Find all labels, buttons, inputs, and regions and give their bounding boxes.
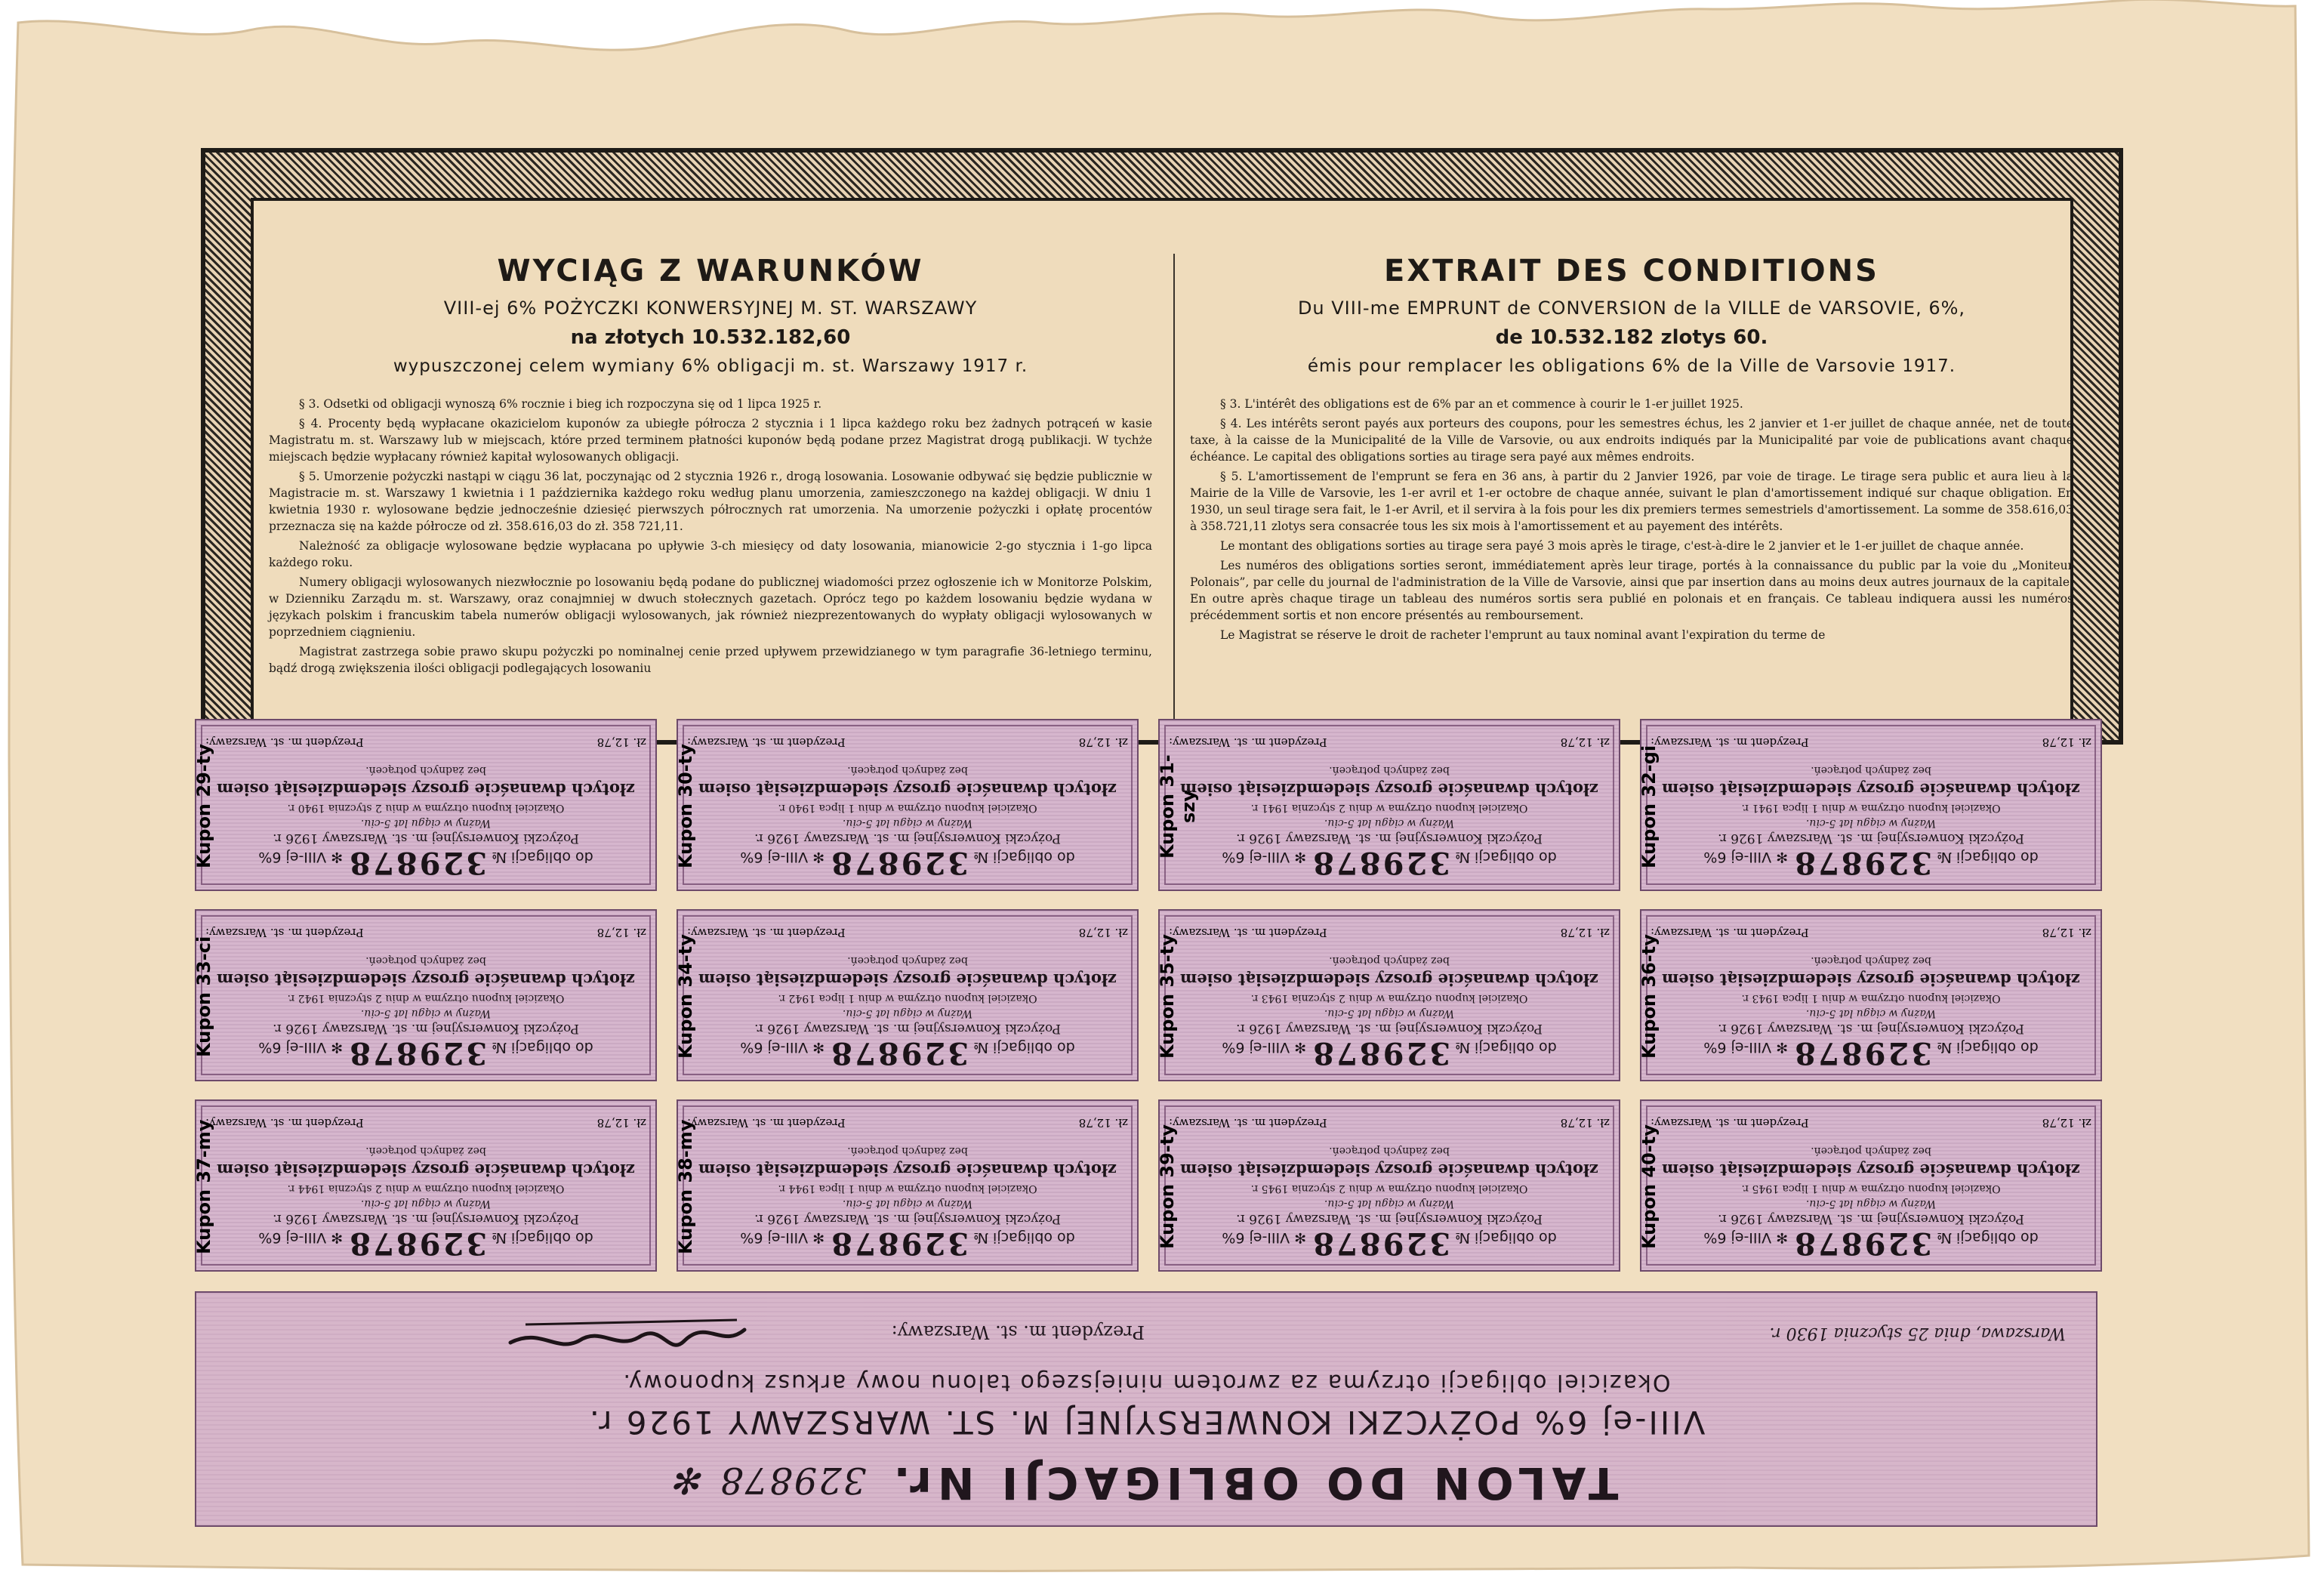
coupon-loan-line: Pożyczki Konwersyjnej m. st. Warszawy 1926 r. bbox=[273, 1211, 579, 1226]
coupon-president: Prezydent m. st. Warszawy: bbox=[1169, 926, 1327, 939]
coupon-series: VIII-ej 6% bbox=[258, 1039, 327, 1056]
coupon-obligation-prefix: do obligacji № bbox=[1455, 1229, 1557, 1246]
coupon-ordinal: 38-my bbox=[675, 1119, 696, 1183]
star-icon: ✻ bbox=[1294, 1039, 1307, 1056]
coupon-ordinal: 29-ty bbox=[193, 744, 214, 798]
coupon-validity: Ważny w ciągu lat 5-ciu. bbox=[360, 817, 492, 829]
star-icon: ✻ bbox=[1294, 849, 1307, 865]
coupon-obligation-prefix: do obligacji № bbox=[973, 849, 1075, 865]
coupon-obligation-number: 329878 bbox=[1311, 1226, 1451, 1261]
coupon-validity: Ważny w ciągu lat 5-ciu. bbox=[360, 1007, 492, 1019]
french-paragraph: § 4. Les intérêts seront payés aux porteurs des coupons, pour les semestres échus, les 2 janvier et 1-er juillet de chaque année, net de toute taxe, à la caisse de la Municipalité de la Ville de Varsovie, ou aux endroits indiqués par la Municipalité par voie de publications avant chaque échéance. Le capital des obligations sorties au tirage sera payé aux mêmes endroits. bbox=[1190, 417, 2073, 464]
coupon-holder-line: Okaziciel kuponu otrzyma w dniu 2 stycznia 1943 r. bbox=[1250, 992, 1528, 1004]
coupon-obligation-prefix: do obligacji № bbox=[1937, 1229, 2039, 1246]
president-signature bbox=[503, 1311, 752, 1364]
talon-face bbox=[196, 1293, 2096, 1525]
coupon-no-deductions: bez żadnych potrąceń. bbox=[1329, 764, 1450, 776]
coupon-footer bbox=[1169, 1116, 1610, 1130]
coupon-obligation-number: 329878 bbox=[347, 1035, 488, 1071]
star-icon: ✻ bbox=[331, 1039, 344, 1056]
coupon-ordinal: 30-ty bbox=[675, 744, 696, 798]
coupon-series: VIII-ej 6% bbox=[1222, 849, 1290, 865]
coupon-kupon-word: Kupon bbox=[193, 803, 214, 869]
coupon-ordinal: 36-ty bbox=[1638, 934, 1660, 988]
coupon-number-line bbox=[1160, 1035, 1619, 1071]
coupon-obligation-prefix: do obligacji № bbox=[973, 1039, 1075, 1056]
coupon-series: VIII-ej 6% bbox=[258, 849, 327, 865]
coupon-ordinal: 34-ty bbox=[675, 934, 696, 988]
coupon[interactable] bbox=[195, 1099, 657, 1272]
coupon-validity: Ważny w ciągu lat 5-ciu. bbox=[1805, 1198, 1937, 1210]
coupon-series: VIII-ej 6% bbox=[1703, 1229, 1772, 1246]
talon-title: TALON DO OBLIGACJI Nr. bbox=[887, 1457, 1619, 1509]
coupon-series: VIII-ej 6% bbox=[740, 849, 809, 865]
coupon-amount-words: złotych dwanaście groszy siedemdziesiąt osiem bbox=[1662, 780, 2080, 799]
star-icon: ✻ bbox=[331, 1229, 344, 1246]
coupon-president: Prezydent m. st. Warszawy: bbox=[687, 735, 846, 749]
star-icon: ✻ bbox=[812, 849, 825, 865]
coupon-label bbox=[193, 929, 231, 1065]
french-paragraph: § 5. L'amortissement de l'emprunt se fera en 36 ans, à partir du 2 Janvier 1926, par voie de tirage. Le tirage sera public et aura lieu à la Mairie de la Ville de Varsovie, les 1-er avril et 1-er octobre de chaque année, suivant le plan d'amortissement indiqué sur chaque obligation. En 1930, un seul tirage sera fait, le 1-er Avril, et il servira à la fois pour les dix premiers termes semestriels d'amortissement. La somme de 358.616,03 à 358.721,11 zlotys sera consacrée tous les six mois à l'amortissement et au payement des intérêts. bbox=[1190, 470, 2073, 533]
talon[interactable] bbox=[195, 1291, 2097, 1527]
coupon-loan-line: Pożyczki Konwersyjnej m. st. Warszawy 1926 r. bbox=[1718, 1021, 2024, 1036]
coupon-amount-words: złotych dwanaście groszy siedemdziesiąt osiem bbox=[1180, 780, 1598, 799]
coupon-validity: Ważny w ciągu lat 5-ciu. bbox=[842, 817, 973, 829]
coupon-validity: Ważny w ciągu lat 5-ciu. bbox=[1805, 1007, 1937, 1019]
coupon[interactable] bbox=[1158, 1099, 1620, 1272]
coupon-face bbox=[675, 911, 1137, 1080]
coupon-amount: zł. 12,78 bbox=[2042, 735, 2091, 749]
coupon-series: VIII-ej 6% bbox=[740, 1039, 809, 1056]
coupon-amount-words: złotych dwanaście groszy siedemdziesiąt osiem bbox=[1662, 970, 2080, 989]
coupon-holder-line: Okaziciel kuponu otrzyma w dniu 2 stycznia 1942 r. bbox=[287, 992, 565, 1004]
coupon-number-line bbox=[1641, 845, 2101, 880]
coupon-series: VIII-ej 6% bbox=[1222, 1039, 1290, 1056]
talon-subtitle: VIII-ej 6% POŻYCZKI KONWERSYJNEJ M. ST. WARSZAWY 1926 r. bbox=[587, 1404, 1706, 1441]
talon-president: Prezydent m. st. Warszawy: bbox=[891, 1321, 1145, 1343]
coupon-kupon-word: Kupon bbox=[1638, 1184, 1660, 1250]
coupon-number-line bbox=[1160, 845, 1619, 880]
coupon-loan-line: Pożyczki Konwersyjnej m. st. Warszawy 1926 r. bbox=[1236, 831, 1543, 846]
polish-title: WYCIĄG Z WARUNKÓW bbox=[497, 254, 924, 288]
coupon-validity: Ważny w ciągu lat 5-ciu. bbox=[1324, 1007, 1455, 1019]
coupon-loan-line: Pożyczki Konwersyjnej m. st. Warszawy 1926 r. bbox=[754, 831, 1061, 846]
coupon-face bbox=[193, 1101, 655, 1270]
coupon-footer bbox=[1651, 735, 2091, 749]
coupon[interactable] bbox=[195, 909, 657, 1081]
coupon-amount-words: złotych dwanaście groszy siedemdziesiąt osiem bbox=[217, 970, 635, 989]
coupon-number-line bbox=[1641, 1226, 2101, 1261]
coupon-holder-line: Okaziciel kuponu otrzyma w dniu 1 lipca 1944 r. bbox=[778, 1183, 1037, 1195]
coupon-obligation-number: 329878 bbox=[829, 1226, 969, 1261]
coupon-amount: zł. 12,78 bbox=[1078, 1116, 1128, 1130]
conditions-panel bbox=[251, 198, 2073, 740]
coupon-amount: zł. 12,78 bbox=[1560, 926, 1610, 939]
coupon-kupon-word: Kupon bbox=[675, 1189, 696, 1255]
coupon-face bbox=[1638, 911, 2101, 1080]
star-icon: ✻ bbox=[1776, 1229, 1789, 1246]
coupon-holder-line: Okaziciel kuponu otrzyma w dniu 1 lipca 1940 r. bbox=[778, 802, 1037, 814]
coupon-validity: Ważny w ciągu lat 5-ciu. bbox=[842, 1198, 973, 1210]
coupon-loan-line: Pożyczki Konwersyjnej m. st. Warszawy 1926 r. bbox=[1718, 831, 2024, 846]
polish-paragraph: § 4. Procenty będą wypłacane okazicielom kuponów za ubiegłe półrocza 2 stycznia i 1 lipca każdego roku bez żadnych potrąceń w kasie Magistratu m. st. Warszawy lub w miejscach, które przed terminem płatności kuponów będą podane przez Magistrat drogą publikacji. W tychże miejscach będzie wypłacany również kapitał wylosowanych obligacji. bbox=[269, 417, 1152, 464]
coupon-face bbox=[1638, 1101, 2101, 1270]
coupon[interactable] bbox=[1640, 909, 2102, 1081]
coupon-validity: Ważny w ciągu lat 5-ciu. bbox=[1324, 817, 1455, 829]
coupon-obligation-number: 329878 bbox=[1311, 845, 1451, 880]
coupon-obligation-prefix: do obligacji № bbox=[1455, 849, 1557, 865]
coupon-loan-line: Pożyczki Konwersyjnej m. st. Warszawy 1926 r. bbox=[1236, 1211, 1543, 1226]
star-icon: ✻ bbox=[1776, 1039, 1789, 1056]
talon-note: Okaziciel obligacji otrzyma za zwrotem niniejszego talonu nowy arkusz kuponowy. bbox=[621, 1369, 1671, 1395]
coupon-label bbox=[1157, 739, 1199, 874]
coupon-president: Prezydent m. st. Warszawy: bbox=[1651, 926, 1809, 939]
polish-paragraph: § 3. Odsetki od obligacji wynoszą 6% rocznie i bieg ich rozpoczyna się od 1 lipca 1925 r. bbox=[299, 397, 822, 411]
coupon-face bbox=[1157, 1101, 1619, 1270]
coupon-series: VIII-ej 6% bbox=[258, 1229, 327, 1246]
coupon-ordinal: 39-ty bbox=[1157, 1124, 1178, 1179]
coupon-kupon-word: Kupon bbox=[1157, 1184, 1178, 1250]
coupon-amount: zł. 12,78 bbox=[2042, 926, 2091, 939]
coupon-loan-line: Pożyczki Konwersyjnej m. st. Warszawy 1926 r. bbox=[754, 1021, 1061, 1036]
coupon-loan-line: Pożyczki Konwersyjnej m. st. Warszawy 1926 r. bbox=[273, 831, 579, 846]
polish-paragraph: Należność za obligacje wylosowane będzie wypłacana po upływie 3-ch miesięcy od daty losowania, mianowicie 2-go stycznia i 1-go lipca każdego roku. bbox=[269, 539, 1152, 569]
coupon-amount-words: złotych dwanaście groszy siedemdziesiąt osiem bbox=[217, 780, 635, 799]
coupon[interactable] bbox=[677, 1099, 1139, 1272]
french-paragraph: § 3. L'intérêt des obligations est de 6% par an et commence à courir le 1-er juillet 1925. bbox=[1220, 397, 1743, 411]
coupon[interactable] bbox=[677, 909, 1139, 1081]
french-title: EXTRAIT DES CONDITIONS bbox=[1384, 254, 1879, 288]
coupon-president: Prezydent m. st. Warszawy: bbox=[205, 926, 364, 939]
coupon-kupon-word: Kupon bbox=[675, 994, 696, 1059]
coupon-loan-line: Pożyczki Konwersyjnej m. st. Warszawy 1926 r. bbox=[1236, 1021, 1543, 1036]
coupon-no-deductions: bez żadnych potrąceń. bbox=[365, 954, 486, 967]
coupon-president: Prezydent m. st. Warszawy: bbox=[1169, 735, 1327, 749]
coupon[interactable] bbox=[195, 719, 657, 891]
coupon-obligation-number: 329878 bbox=[347, 1226, 488, 1261]
coupon-obligation-prefix: do obligacji № bbox=[1937, 849, 2039, 865]
coupon-number-line bbox=[1160, 1226, 1619, 1261]
coupon-holder-line: Okaziciel kuponu otrzyma w dniu 1 lipca 1945 r. bbox=[1741, 1183, 2001, 1195]
column-divider bbox=[1173, 254, 1175, 737]
coupon-holder-line: Okaziciel kuponu otrzyma w dniu 2 stycznia 1945 r. bbox=[1250, 1183, 1528, 1195]
coupon-label bbox=[193, 1119, 231, 1255]
coupon-holder-line: Okaziciel kuponu otrzyma w dniu 2 stycznia 1941 r. bbox=[1250, 802, 1528, 814]
coupon[interactable] bbox=[1640, 1099, 2102, 1272]
coupon-no-deductions: bez żadnych potrąceń. bbox=[847, 954, 968, 967]
coupon-obligation-prefix: do obligacji № bbox=[492, 849, 593, 865]
coupon-obligation-number: 329878 bbox=[829, 845, 969, 880]
coupon-kupon-word: Kupon bbox=[193, 1189, 214, 1255]
coupon-loan-line: Pożyczki Konwersyjnej m. st. Warszawy 1926 r. bbox=[273, 1021, 579, 1036]
coupon-validity: Ważny w ciągu lat 5-ciu. bbox=[842, 1007, 973, 1019]
coupon-obligation-prefix: do obligacji № bbox=[492, 1039, 593, 1056]
coupon-president: Prezydent m. st. Warszawy: bbox=[1169, 1116, 1327, 1130]
coupon-series: VIII-ej 6% bbox=[1703, 849, 1772, 865]
coupon-footer bbox=[1169, 926, 1610, 939]
coupon[interactable] bbox=[1158, 909, 1620, 1081]
coupon-ordinal: 35-ty bbox=[1157, 934, 1178, 988]
coupon-no-deductions: bez żadnych potrąceń. bbox=[847, 1145, 968, 1157]
coupon-label bbox=[1157, 929, 1194, 1065]
coupon-number-line bbox=[1641, 1035, 2101, 1071]
polish-paragraph: Numery obligacji wylosowanych niezwłocznie po losowaniu będą podane do publicznej wiadomości przez ogłoszenie ich w Monitorze Polskim, w Dzienniku Zarządu m. st. Warszawy, oraz conajmniej w dwuch stołecznych gazetach. Oprócz tego po każdem losowaniu będzie wydana w językach polskim i francuskim tabela numerów obligacji wylosowanych, jak również niezprezentowanych do wypłaty obligacji wylosowanych w poprzedniem ciągnieniu. bbox=[269, 575, 1152, 639]
talon-title-line bbox=[196, 1457, 2096, 1509]
star-icon: ✻ bbox=[1294, 1229, 1307, 1246]
coupon-president: Prezydent m. st. Warszawy: bbox=[1651, 1116, 1809, 1130]
french-paragraph: Le montant des obligations sorties au tirage sera payé 3 mois après le tirage, c'est-à-dire le 2 janvier et le 1-er juillet de chaque année. bbox=[1220, 539, 2024, 553]
french-subtitle: Du VIII-me EMPRUNT de CONVERSION de la VILLE de VARSOVIE, 6%, bbox=[1297, 298, 1966, 319]
coupon-footer bbox=[687, 1116, 1128, 1130]
coupon-label bbox=[193, 739, 231, 874]
coupon-label bbox=[675, 1119, 713, 1255]
coupon-amount: zł. 12,78 bbox=[1560, 735, 1610, 749]
coupon-footer bbox=[1169, 735, 1610, 749]
coupon-obligation-prefix: do obligacji № bbox=[1937, 1039, 2039, 1056]
coupon-holder-line: Okaziciel kuponu otrzyma w dniu 1 lipca 1942 r. bbox=[778, 992, 1037, 1004]
coupon-amount-words: złotych dwanaście groszy siedemdziesiąt osiem bbox=[698, 1161, 1117, 1179]
coupon-no-deductions: bez żadnych potrąceń. bbox=[365, 1145, 486, 1157]
coupon-amount: zł. 12,78 bbox=[596, 735, 646, 749]
coupon-obligation-prefix: do obligacji № bbox=[973, 1229, 1075, 1246]
coupon-series: VIII-ej 6% bbox=[1703, 1039, 1772, 1056]
coupon-validity: Ważny w ciągu lat 5-ciu. bbox=[1805, 817, 1937, 829]
coupon-loan-line: Pożyczki Konwersyjnej m. st. Warszawy 1926 r. bbox=[754, 1211, 1061, 1226]
coupon-footer bbox=[205, 735, 646, 749]
talon-number: 329878 ✻ bbox=[673, 1459, 867, 1501]
coupon-obligation-number: 329878 bbox=[1792, 1226, 1933, 1261]
coupon[interactable] bbox=[677, 719, 1139, 891]
coupon-label bbox=[675, 739, 713, 874]
polish-amount: na złotych 10.532.182,60 bbox=[570, 326, 851, 349]
coupon-face bbox=[1157, 911, 1619, 1080]
coupon-no-deductions: bez żadnych potrąceń. bbox=[1811, 1145, 1931, 1157]
coupon-footer bbox=[687, 735, 1128, 749]
coupon-number-line bbox=[678, 1226, 1137, 1261]
french-paragraph: Les numéros des obligations sorties seront, immédiatement après leur tirage, portés à la connaissance du public par la voie du „Moniteur Polonais”, par celle du journal de l'administration de la Ville de Varsovie, ainsi que par insertion dans au moins deux autres journaux de la capitale. En outre après chaque tirage un tableau des numéros sortis sera publié en polonais et en français. Ce tableau indiquera aussi les numéros précédemment sortis et non encore présentés au remboursement. bbox=[1190, 559, 2073, 622]
coupon-amount-words: złotych dwanaście groszy siedemdziesiąt osiem bbox=[698, 970, 1117, 989]
coupon-validity: Ważny w ciągu lat 5-ciu. bbox=[360, 1198, 492, 1210]
polish-paragraph: § 5. Umorzenie pożyczki nastąpi w ciągu 36 lat, poczynając od 2 stycznia 1926 r., drogą losowania. Losowanie odbywać się będzie publicznie w Magistracie m. st. Warszawy 1 kwietnia i 1 października każdego roku według planu umorzenia, zamieszczonego na każdej obligacji. W dniu 1 kwietnia 1930 r. wylosowane będzie jednocześnie dziesięć pierwszych półrocznych rat umorzenia. Na umorzenie pożyczki i opłatę procentów przeznacza się na każde półrocze od zł. 358.616,03 do zł. 358 721,11. bbox=[269, 470, 1152, 533]
coupon-no-deductions: bez żadnych potrąceń. bbox=[1329, 1145, 1450, 1157]
coupon-obligation-number: 329878 bbox=[347, 845, 488, 880]
coupon-label bbox=[1157, 1119, 1194, 1255]
polish-conditions bbox=[269, 254, 1152, 680]
coupon-kupon-word: Kupon bbox=[675, 803, 696, 869]
polish-issue-line: wypuszczonej celem wymiany 6% obligacji m. st. Warszawy 1917 r. bbox=[393, 356, 1028, 376]
coupon-amount: zł. 12,78 bbox=[1078, 735, 1128, 749]
coupon-amount-words: złotych dwanaście groszy siedemdziesiąt osiem bbox=[698, 780, 1117, 799]
coupon-label bbox=[1638, 739, 1676, 874]
talon-place-date: Warszawa, dnia 25 stycznia 1930 r. bbox=[1769, 1324, 2066, 1343]
french-conditions bbox=[1190, 254, 2073, 646]
coupon-face bbox=[193, 911, 655, 1080]
coupon-ordinal: 37-my bbox=[193, 1119, 214, 1183]
star-icon: ✻ bbox=[1776, 849, 1789, 865]
coupon-amount: zł. 12,78 bbox=[2042, 1116, 2091, 1130]
coupon-footer bbox=[205, 1116, 646, 1130]
coupon-amount: zł. 12,78 bbox=[596, 926, 646, 939]
coupon-kupon-word: Kupon bbox=[193, 992, 214, 1058]
coupon-amount-words: złotych dwanaście groszy siedemdziesiąt osiem bbox=[217, 1161, 635, 1179]
coupon-obligation-prefix: do obligacji № bbox=[492, 1229, 593, 1246]
coupon-kupon-word: Kupon bbox=[1638, 803, 1660, 868]
coupon-kupon-word: Kupon bbox=[1157, 994, 1178, 1059]
coupon-holder-line: Okaziciel kuponu otrzyma w dniu 2 stycznia 1940 r. bbox=[287, 802, 565, 814]
coupon-president: Prezydent m. st. Warszawy: bbox=[205, 1116, 364, 1130]
coupon-president: Prezydent m. st. Warszawy: bbox=[1651, 735, 1809, 749]
coupon-president: Prezydent m. st. Warszawy: bbox=[687, 926, 846, 939]
coupon[interactable] bbox=[1158, 719, 1620, 891]
coupon-number-line bbox=[678, 845, 1137, 880]
french-paragraph: Le Magistrat se réserve le droit de racheter l'emprunt au taux nominal avant l'expiration du terme de bbox=[1220, 628, 1826, 642]
coupon-number-line bbox=[196, 1035, 655, 1071]
coupon-ordinal: 40-ty bbox=[1638, 1124, 1660, 1179]
coupon-amount: zł. 12,78 bbox=[596, 1116, 646, 1130]
coupon-label bbox=[1638, 929, 1676, 1065]
coupon-no-deductions: bez żadnych potrąceń. bbox=[847, 764, 968, 776]
coupon-amount-words: złotych dwanaście groszy siedemdziesiąt osiem bbox=[1180, 970, 1598, 989]
polish-paragraph: Magistrat zastrzega sobie prawo skupu pożyczki po nominalnej cenie przed upływem przewidzianego w tym paragrafie 36-letniego terminu, bądź drogą zwiększenia ilości obligacji podlegających losowaniu bbox=[269, 645, 1152, 675]
coupon-obligation-number: 329878 bbox=[1792, 1035, 1933, 1071]
coupon-number-line bbox=[196, 845, 655, 880]
coupon-footer bbox=[1651, 1116, 2091, 1130]
coupon-footer bbox=[687, 926, 1128, 939]
conditions-frame bbox=[201, 148, 2123, 745]
coupon-holder-line: Okaziciel kuponu otrzyma w dniu 1 lipca 1943 r. bbox=[1741, 992, 2001, 1004]
coupon-face bbox=[675, 1101, 1137, 1270]
coupon-no-deductions: bez żadnych potrąceń. bbox=[1811, 764, 1931, 776]
star-icon: ✻ bbox=[331, 849, 344, 865]
coupon-number-line bbox=[196, 1226, 655, 1261]
coupon-loan-line: Pożyczki Konwersyjnej m. st. Warszawy 1926 r. bbox=[1718, 1211, 2024, 1226]
coupon-amount: zł. 12,78 bbox=[1078, 926, 1128, 939]
coupon-ordinal: 32-gi bbox=[1638, 745, 1660, 797]
coupon-no-deductions: bez żadnych potrąceń. bbox=[365, 764, 486, 776]
coupon-amount-words: złotych dwanaście groszy siedemdziesiąt osiem bbox=[1662, 1161, 2080, 1179]
coupon-obligation-number: 329878 bbox=[1311, 1035, 1451, 1071]
coupon-no-deductions: bez żadnych potrąceń. bbox=[1811, 954, 1931, 967]
coupon-president: Prezydent m. st. Warszawy: bbox=[687, 1116, 846, 1130]
polish-subtitle: VIII-ej 6% POŻYCZKI KONWERSYJNEJ M. ST. WARSZAWY bbox=[443, 298, 978, 319]
french-amount: de 10.532.182 zlotys 60. bbox=[1495, 326, 1768, 349]
coupon-label bbox=[1638, 1119, 1676, 1255]
coupon-president: Prezydent m. st. Warszawy: bbox=[205, 735, 364, 749]
coupon-holder-line: Okaziciel kuponu otrzyma w dniu 1 lipca 1941 r. bbox=[1741, 802, 2001, 814]
coupon-ordinal: 33-ci bbox=[193, 936, 214, 986]
coupon-sheet bbox=[195, 719, 2097, 1293]
coupon-validity: Ważny w ciągu lat 5-ciu. bbox=[1324, 1198, 1455, 1210]
coupon-amount-words: złotych dwanaście groszy siedemdziesiąt osiem bbox=[1180, 1161, 1598, 1179]
coupon-face bbox=[675, 720, 1137, 890]
coupon-series: VIII-ej 6% bbox=[740, 1229, 809, 1246]
coupon-no-deductions: bez żadnych potrąceń. bbox=[1329, 954, 1450, 967]
coupon-face bbox=[1157, 720, 1619, 890]
coupon-series: VIII-ej 6% bbox=[1222, 1229, 1290, 1246]
coupon-obligation-number: 329878 bbox=[829, 1035, 969, 1071]
french-issue-line: émis pour remplacer les obligations 6% de la Ville de Varsovie 1917. bbox=[1307, 356, 1956, 376]
coupon-face bbox=[193, 720, 655, 890]
star-icon: ✻ bbox=[812, 1229, 825, 1246]
coupon-amount: zł. 12,78 bbox=[1560, 1116, 1610, 1130]
coupon-obligation-number: 329878 bbox=[1792, 845, 1933, 880]
coupon-footer bbox=[1651, 926, 2091, 939]
star-icon: ✻ bbox=[812, 1039, 825, 1056]
coupon-number-line bbox=[678, 1035, 1137, 1071]
coupon-holder-line: Okaziciel kuponu otrzyma w dniu 2 stycznia 1944 r. bbox=[287, 1183, 565, 1195]
coupon-label bbox=[675, 929, 713, 1065]
coupon-ordinal: 31-szy bbox=[1157, 754, 1199, 823]
coupon-kupon-word: Kupon bbox=[1638, 994, 1660, 1059]
coupon-kupon-word: Kupon bbox=[1157, 793, 1178, 859]
coupon-footer bbox=[205, 926, 646, 939]
coupon[interactable] bbox=[1640, 719, 2102, 891]
coupon-face bbox=[1638, 720, 2101, 890]
coupon-obligation-prefix: do obligacji № bbox=[1455, 1039, 1557, 1056]
